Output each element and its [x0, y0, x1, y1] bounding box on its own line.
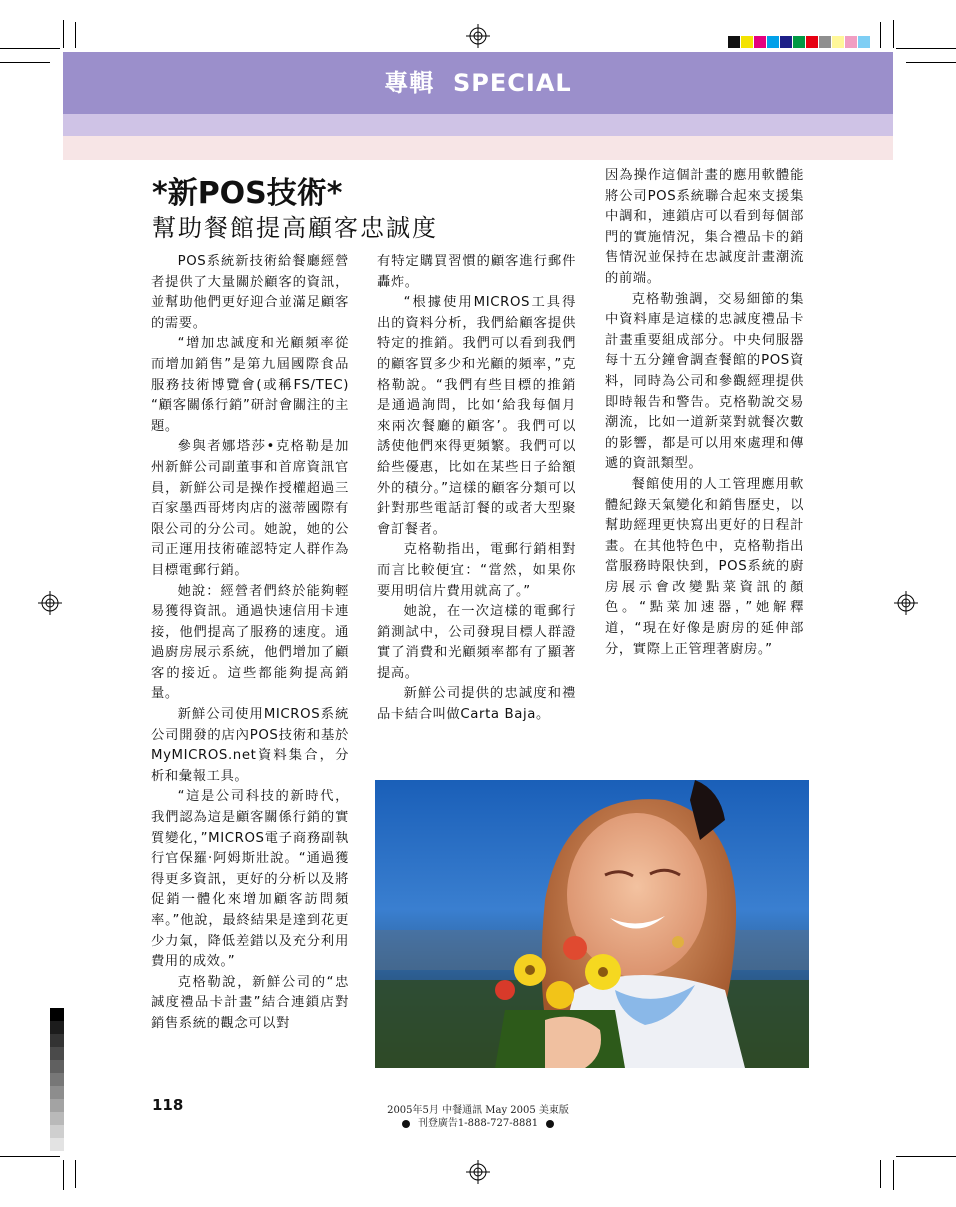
paragraph: 新鮮公司提供的忠誠度和禮品卡結合叫做Carta Baja。 — [377, 686, 576, 723]
paragraph: “這是公司科技的新時代，我們認為這是顧客關係行銷的實質變化，”MICROS電子商務副執行官保羅·阿姆斯壯說。“通過獲得更多資訊，更好的分析以及將促銷一體化來增加顧客訪問頻率。”他說，最終結果是達到花更少力氣，降低差錯以及充分利用費用的成效。” — [151, 789, 349, 970]
page-footer — [330, 1104, 626, 1130]
section-header-stripe — [63, 136, 893, 160]
crop-mark — [896, 1156, 956, 1157]
color-swatch — [754, 36, 766, 48]
registration-mark-icon — [466, 1160, 490, 1184]
crop-mark — [75, 1160, 76, 1188]
paragraph: 克格勒指出，電郵行銷相對而言比較便宜：“當然，如果你要用明信片費用就高了。” — [377, 542, 576, 599]
paragraph: 餐館使用的人工管理應用軟體紀錄天氣變化和銷售歷史，以幫助經理更快寫出更好的日程計畫。在其他特色中，克格勒指出當服務時限快到，POS系統的廚房展示會改變點菜資訊的顏色。“點菜加速器，”她解釋道，“現在好像是廚房的延伸部分，實際上正管理著廚房。” — [605, 476, 804, 657]
bullet-icon — [546, 1120, 554, 1128]
crop-mark — [880, 1160, 881, 1188]
article-column-3 — [605, 166, 804, 660]
page-number: 118 — [152, 1096, 184, 1114]
paragraph: 克格勒說，新鮮公司的“忠誠度禮品卡計畫”結合連鎖店對銷售系統的觀念可以對 — [151, 974, 349, 1031]
color-swatch — [858, 36, 870, 48]
registration-mark-icon — [38, 591, 62, 615]
issue-line: 2005年5月 中餐通訊 May 2005 美東版 — [387, 1105, 569, 1116]
paragraph: 克格勒強調，交易細節的集中資料庫是這樣的忠誠度禮品卡計畫重要組成部分。中央伺服器每十五分鐘會調查餐館的POS資料，同時為公司和參觀經理提供即時報告和警告。克格勒說交易潮流，比如一道新菜對就餐次數的影響，都是可以用來處理和傳遞的資訊類型。 — [605, 291, 804, 472]
article-column-2 — [377, 252, 576, 726]
crop-mark — [0, 62, 50, 63]
crop-mark — [880, 22, 881, 48]
registration-mark-icon — [894, 591, 918, 615]
paragraph: POS系統新技術給餐廳經營者提供了大量關於顧客的資訊，並幫助他們更好迎合並滿足顧客的需要。 — [151, 254, 349, 331]
advertising-line — [330, 1117, 626, 1130]
section-header-stripe — [63, 114, 893, 136]
paragraph: “根據使用MICROS工具得出的資料分析，我們給顧客提供特定的推銷。我們可以看到我們的顧客買多少和光顧的頻率，”克格勒說。“我們有些目標的推銷是通過詢問，比如‘給我每個月來兩次餐廳的顧客’。我們可以誘使他們來得更頻繁。我們可以給些優惠，比如在某些日子給額外的積分。”這樣的顧客分類可以針對那些電話訂餐的或者大型聚會訂餐者。 — [377, 295, 576, 537]
paragraph: 她說：經營者們終於能夠輕易獲得資訊。通過快速信用卡連接，他們提高了服務的速度。通過廚房展示系統，他們增加了顧客的接近。這些都能夠提高銷量。 — [151, 583, 349, 702]
color-swatch — [728, 36, 740, 48]
color-swatch — [780, 36, 792, 48]
paragraph: “增加忠誠度和光顧頻率從而增加銷售”是第九屆國際食品服務技術博覽會(或稱FS/TEC) “顧客關係行銷”研討會關注的主題。 — [151, 336, 349, 434]
color-swatch — [741, 36, 753, 48]
color-swatch — [845, 36, 857, 48]
article-photo — [375, 780, 809, 1068]
crop-mark — [0, 48, 60, 49]
crop-mark — [63, 20, 64, 48]
bullet-icon — [402, 1120, 410, 1128]
color-swatch — [793, 36, 805, 48]
registration-mark-icon — [466, 24, 490, 48]
paragraph: 她說，在一次這樣的電郵行銷測試中，公司發現目標人群證實了消費和光顧頻率都有了顯著提高。 — [377, 604, 576, 681]
section-title: 專輯 SPECIAL — [384, 69, 572, 97]
color-swatch — [832, 36, 844, 48]
article-subheadline: 幫助餐館提高顧客忠誠度 — [152, 214, 438, 242]
grayscale-calibration-bar — [50, 1008, 64, 1151]
color-swatch — [767, 36, 779, 48]
paragraph: 因為操作這個計畫的應用軟體能將公司POS系統聯合起來支援集中調和，連鎖店可以看到每個部門的實施情況，集合禮品卡的銷售情況並保持在忠誠度計畫潮流的前端。 — [605, 168, 804, 286]
crop-mark — [75, 22, 76, 48]
advertising-phone: 刊登廣告1-888-727-8881 — [417, 1118, 539, 1129]
color-swatch — [806, 36, 818, 48]
paragraph: 有特定購買習慣的顧客進行郵件轟炸。 — [377, 254, 576, 290]
crop-mark — [0, 1156, 60, 1157]
crop-mark — [896, 48, 956, 49]
crop-mark — [893, 20, 894, 48]
article-column-1 — [151, 252, 349, 1035]
color-swatch — [819, 36, 831, 48]
paragraph: 參與者娜塔莎•克格勒是加州新鮮公司副董事和首席資訊官員，新鮮公司是操作授權超過三百家墨西哥烤肉店的滋蒂國際有限公司的分公司。她說，她的公司正運用技術確認特定人群作為目標電郵行銷。 — [151, 439, 349, 578]
crop-mark — [893, 1160, 894, 1190]
crop-mark — [63, 1160, 64, 1190]
article-headline: *新POS技術* — [152, 176, 343, 211]
crop-mark — [906, 62, 956, 63]
color-calibration-bar — [728, 36, 871, 48]
paragraph: 新鮮公司使用MICROS系統公司開發的店內POS技術和基於MyMICROS.net資料集合，分析和彙報工具。 — [151, 707, 349, 784]
